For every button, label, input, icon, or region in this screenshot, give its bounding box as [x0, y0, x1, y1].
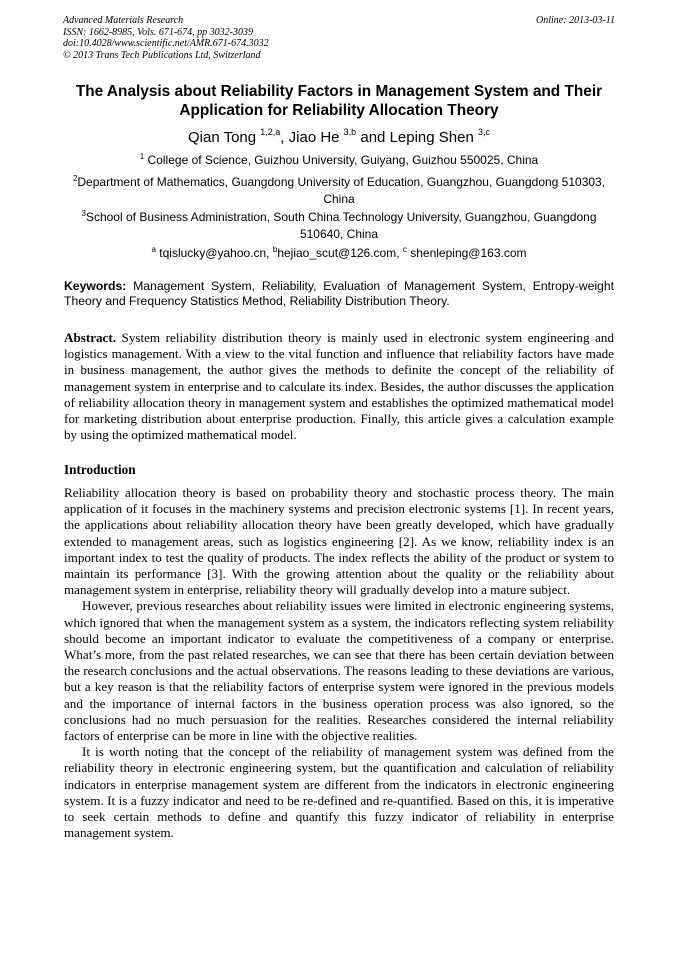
keywords-text: Management System, Reliability, Evaluation of Management System, Entropy-weight Theory and Frequency Statistics Method, Reliability Distribution Theory. [64, 279, 614, 308]
abstract-label: Abstract. [64, 330, 116, 345]
title-line-2: Application for Reliability Allocation Theory [179, 102, 499, 119]
paper-title [40, 82, 638, 120]
email-a[interactable]: tqislucky@yahoo.cn, [155, 246, 273, 260]
affiliation-2 [60, 171, 618, 207]
journal-header [63, 15, 269, 61]
email-mark: c [402, 245, 407, 254]
journal-name: Advanced Materials Research [63, 15, 184, 26]
abstract [64, 330, 614, 443]
author-name: Jiao He [288, 129, 340, 146]
copyright-line: © 2013 Trans Tech Publications Ltd, Switzerland [63, 49, 261, 61]
affiliation-mark: 3 [81, 209, 86, 218]
author-affiliation-mark: 3,c [477, 127, 490, 137]
email-b[interactable]: hejiao_scut@126.com, [277, 246, 403, 260]
title-line-1: The Analysis about Reliability Factors in Management System and Their [75, 83, 603, 100]
affiliation-mark: 2 [72, 174, 78, 183]
email-c[interactable]: shenleping@163.com [406, 246, 527, 260]
keywords [64, 279, 614, 309]
email-line [60, 242, 618, 262]
email-mark: a [151, 245, 156, 254]
author-name: Qian Tong [187, 129, 257, 146]
affiliation-text: College of Science, Guizhou University, Guiyang, Guizhou 550025, China [144, 153, 539, 167]
author-name: Leping Shen [389, 129, 474, 146]
doi-line: doi:10.4028/www.scientific.net/AMR.671-674.3032 [63, 38, 269, 49]
author-affiliation-mark: 3,b [343, 127, 357, 137]
affiliation-text: School of Business Administration, South China Technology University, Guangzhou, Guangdong 510640, China [85, 210, 597, 241]
paragraph: It is worth noting that the concept of the reliability of management system was defined from the reliability theory in electronic engineering system, but the quantification and calculation of reliability indicators in enterprise management system are different from the indicators in electronic engineering system. It is a fuzzy indicator and need to be re-defined and re-quantified. Based on this, it is imperative to seek certain methods to define and quantify this fuzzy indicator of reliability in enterprise management system. [64, 744, 614, 841]
author-affiliation-mark: 1,2,a [260, 127, 281, 137]
issn-line: ISSN: 1662-8985, Vols. 671-674, pp 3032-3039 [63, 26, 253, 38]
author-list [40, 122, 638, 148]
paragraph: Reliability allocation theory is based on probability theory and stochastic process theory. The main application of it focuses in the machinery systems and precision electronic systems [1]. In recent years, the applications about reliability allocation theory have been greatly developed, which have gradually extended to management areas, such as logistics engineering [2]. As we know, reliability index is an important index to test the quality of products. The index reflects the ability of the product or system to maintain its performance [3]. With the growing attention about the quality or the reliability about management system in enterprise, reliability theory will gradually develop into a mature subject. [64, 485, 614, 598]
keywords-label: Keywords: [64, 279, 127, 293]
affiliation-mark: 1 [139, 152, 145, 161]
affiliation-text: Department of Mathematics, Guangdong University of Education, Guangzhou, Guangdong 510303, China [77, 175, 606, 206]
introduction-body [64, 485, 614, 841]
abstract-text: System reliability distribution theory is mainly used in electronic system engineering and logistics management. With a view to the vital function and influence that reliability factors have made in business management, the author gives the methods to definite the concept of the reliability of management system in enterprise and to calculate its index. Besides, the author discusses the application of reliability allocation theory in management system and establishes the optimized mathematical model for marketing distribution about enterprise production. Finally, this article gives a calculation example by using the optimized mathematical model. [64, 330, 614, 443]
section-heading-introduction: Introduction [64, 462, 136, 477]
affiliation-3 [60, 206, 618, 242]
author-separator: , [280, 129, 289, 146]
author-separator: and [356, 129, 390, 146]
affiliation-1 [60, 149, 618, 169]
paragraph: However, previous researches about reliability issues were limited in electronic engineering systems, which ignored that when the management system as a system, the indicators reflecting system reliability should become an important indicator to evaluate the competitiveness of a company or enterprise. What’s more, from the past related researches, we can see that there has been certain deviation between the research conclusions and the actual observations. The reasons leading to these deviations are various, but a key reason is that the reliability factors of enterprise system were ignored in the previous models and the importance of internal factors in the business operation process was also ignored, so the conclusions had no much persuasion for the realities. Researches considered the internal reliability factors of enterprise can be more in line with the objective realities. [64, 598, 614, 744]
email-mark: b [272, 245, 278, 254]
online-date: Online: 2013-03-11 [536, 15, 615, 26]
